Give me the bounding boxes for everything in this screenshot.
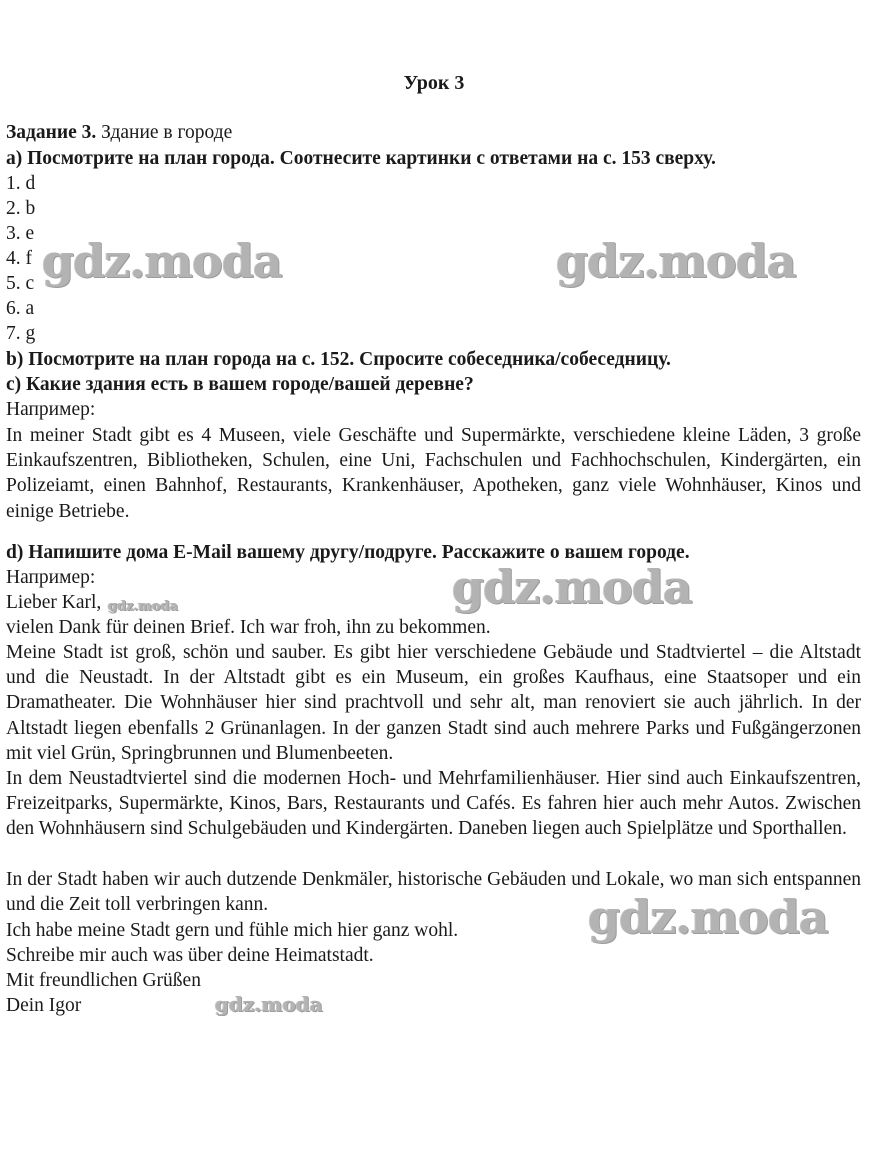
task-heading <box>6 120 232 145</box>
letter-paragraph: Schreibe mir auch was über deine Heimatstadt. <box>6 945 374 966</box>
letter-closing: Mit freundlichen Grüßen <box>6 970 201 991</box>
letter-paragraph: In dem Neustadtviertel sind die modernen Hoch- und Mehrfamilienhäuser. Hier sind auch Einkaufszentren, Freizeitparks, Supermärkte, Kinos, Bars, Restaurants und Cafés. Es fahren hier auch mehr Autos. Zwischen den Wohnhäusern sind Schulgebäuden und Kindergärten. Daneben liegen auch Spielplätze und Sporthallen. <box>6 768 861 840</box>
answer-item: 1. d <box>6 173 36 194</box>
answer-item: 7. g <box>6 323 36 344</box>
letter-paragraph: Meine Stadt ist groß, schön und sauber. Es gibt hier verschiedene Gebäude und Stadtviertel – die Altstadt und die Neustadt. In der Altstadt gibt es ein Museum, ein großes Kaufhaus, eine Staatsoper und ein Dramatheater. Die Wohnhäuser hier sind prachtvoll und sehr alt, man renoviert sie auch jährlich. In der Altstadt liegen ebenfalls 2 Grünanlagen. In der ganzen Stadt sind auch mehrere Parks und Fußgängerzonen mit viel Grün, Springbrunnen und Blumenbeeten. <box>6 642 861 764</box>
lesson-title: Урок 3 <box>403 72 465 94</box>
watermark: gdz.moda <box>42 234 282 288</box>
answer-item: 3. e <box>6 223 35 244</box>
example-c-paragraph: In meiner Stadt gibt es 4 Museen, viele Geschäfte und Supermärkte, verschiedene kleine Läden, 3 große Einkaufszentren, Bibliotheken, Schulen, eine Uni, Fachschulen und Fachhochschulen, Kindergärten, ein Polizeiamt, einen Bahnhof, Restaurants, Krankenhäuser, Apotheken, ganz viele Wohnhäuser, Kinos und einige Betriebe. <box>6 425 861 522</box>
watermark: gdz.moda <box>556 234 796 288</box>
answer-item: 5. c <box>6 273 35 294</box>
part-a-instruction: а) Посмотрите на план города. Соотнесите картинки с ответами на с. 153 сверху. <box>6 148 716 169</box>
letter-paragraph: vielen Dank für deinen Brief. Ich war froh, ihn zu bekommen. <box>6 617 491 638</box>
answer-item: 2. b <box>6 198 36 219</box>
watermark: gdz.moda <box>108 599 179 614</box>
part-b-instruction: b) Посмотрите на план города на с. 152. Спросите собеседника/собеседницу. <box>6 349 671 370</box>
example-label: Например: <box>6 567 96 588</box>
letter-signature: Dein Igor <box>6 995 82 1016</box>
answer-item: 4. f <box>6 248 32 269</box>
part-d-instruction: d) Напишите дома E-Mail вашему другу/подруге. Расскажите о вашем городе. <box>6 542 690 563</box>
watermark: gdz.moda <box>452 560 692 614</box>
letter-paragraph: Ich habe meine Stadt gern und fühle mich hier ganz wohl. <box>6 920 459 941</box>
part-c-instruction: c) Какие здания есть в вашем городе/вашей деревне? <box>6 374 474 395</box>
watermark: gdz.moda <box>215 992 323 1016</box>
example-label: Например: <box>6 399 96 420</box>
task-heading-number: Задание 3. <box>6 122 97 143</box>
answer-item: 6. a <box>6 298 35 319</box>
watermark: gdz.moda <box>588 890 828 944</box>
letter-paragraph: In der Stadt haben wir auch dutzende Denkmäler, historische Gebäuden und Lokale, wo man sich entspannen und die Zeit toll verbringen kann. <box>6 869 861 916</box>
task-heading-text: Здание в городе <box>101 122 233 143</box>
letter-greeting: Lieber Karl, <box>6 592 102 613</box>
